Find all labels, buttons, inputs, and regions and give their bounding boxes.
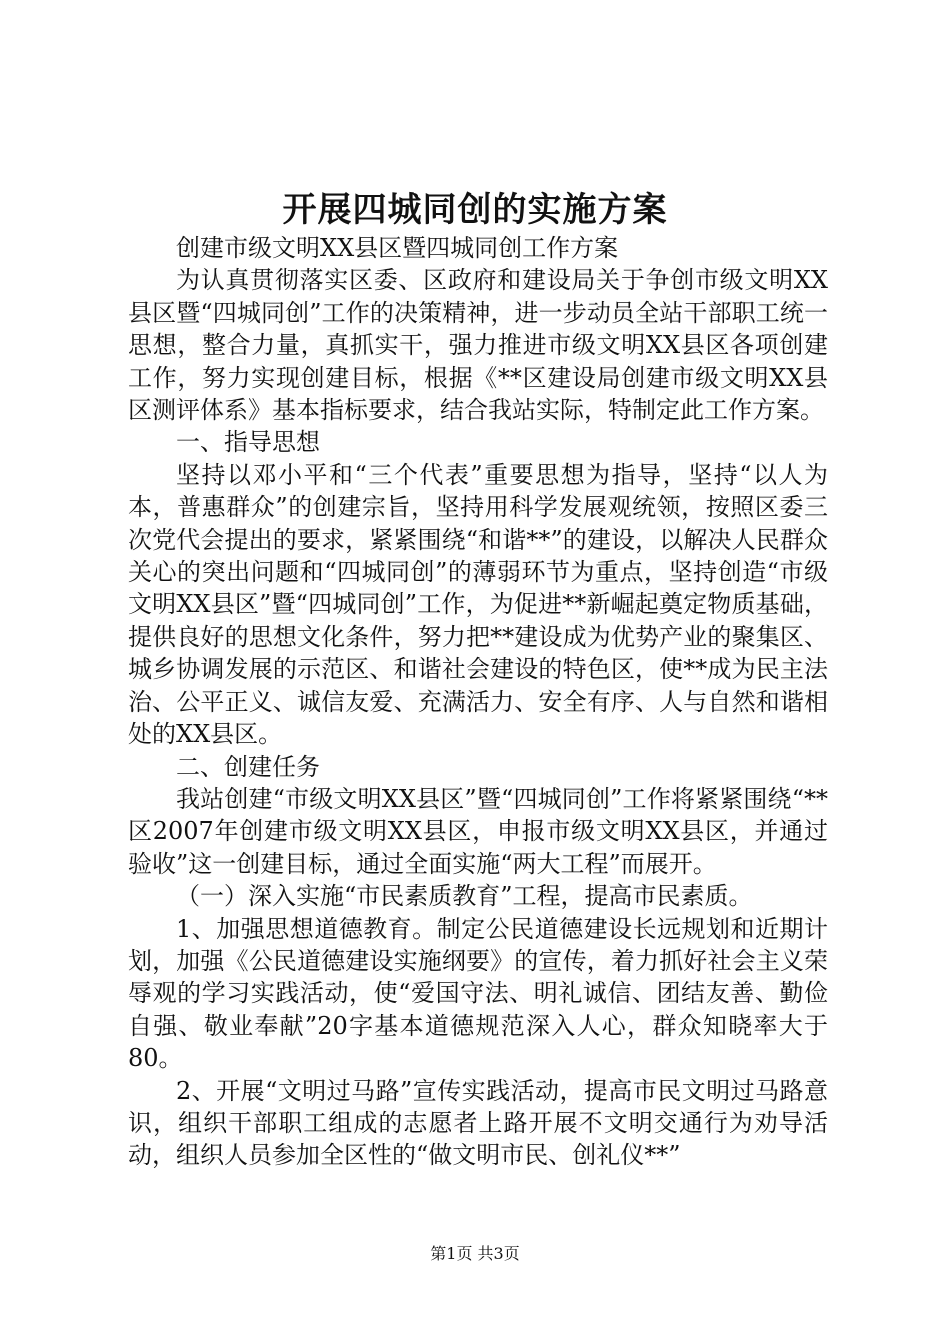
document-body xyxy=(128,232,828,1172)
subsection-heading-1: （一）深入实施“市民素质教育”工程，提高市民素质。 xyxy=(176,882,753,911)
section-heading-tasks: 二、创建任务 xyxy=(176,752,320,781)
page-footer: 第1页 共3页 xyxy=(430,1244,520,1263)
paragraph-item-2: 2、开展“文明过马路”宣传实践活动，提高市民文明过马路意识，组织干部职工组成的志愿者上路开展不文明交通行为劝导活动，组织人员参加全区性的“做文明市民、创礼仪**” xyxy=(128,1076,828,1170)
paragraph-subtitle: 创建市级文明XX县区暨四城同创工作方案 xyxy=(176,234,619,262)
paragraph-intro: 为认真贯彻落实区委、区政府和建设局关于争创市级文明XX县区暨“四城同创”工作的决策精神，进一步动员全站干部职工统一思想，整合力量，真抓实干，强力推进市级文明XX县区各项创建工作，努力实现创建目标，根据《**区建设局创建市级文明XX县区测评体系》基本指标要求，结合我站实际，特制定此工作方案。 xyxy=(128,266,828,425)
paragraph-tasks: 我站创建“市级文明XX县区”暨“四城同创”工作将紧紧围绕“**区2007年创建市级文明XX县区，申报市级文明XX县区，并通过验收”这一创建目标，通过全面实施“两大工程”而展开。 xyxy=(128,784,828,878)
paragraph-guiding-thought: 坚持以邓小平和“三个代表”重要思想为指导，坚持“以人为本，普惠群众”的创建宗旨，坚持用科学发展观统领，按照区委三次党代会提出的要求，紧紧围绕“和谐**”的建设，以解决人民群众关心的突出问题和“四城同创”的薄弱环节为重点，坚持创造“市级文明XX县区”暨“四城同创”工作，为促进**新崛起奠定物质基础，提供良好的思想文化条件，努力把**建设成为优势产业的聚集区、城乡协调发展的示范区、和谐社会建设的特色区，使**成为民主法治、公平正义、诚信友爱、充满活力、安全有序、人与自然和谐相处的XX县区。 xyxy=(128,460,828,749)
section-heading-guiding-thought: 一、指导思想 xyxy=(176,428,320,457)
paragraph-item-1: 1、加强思想道德教育。制定公民道德建设长远规划和近期计划，加强《公民道德建设实施纲要》的宣传，着力抓好社会主义荣辱观的学习实践活动，使“爱国守法、明礼诚信、团结友善、勤俭自强、敬业奉献”20字基本道德规范深入人心，群众知晓率大于80。 xyxy=(128,914,828,1073)
document-title: 开展四城同创的实施方案 xyxy=(282,190,668,230)
